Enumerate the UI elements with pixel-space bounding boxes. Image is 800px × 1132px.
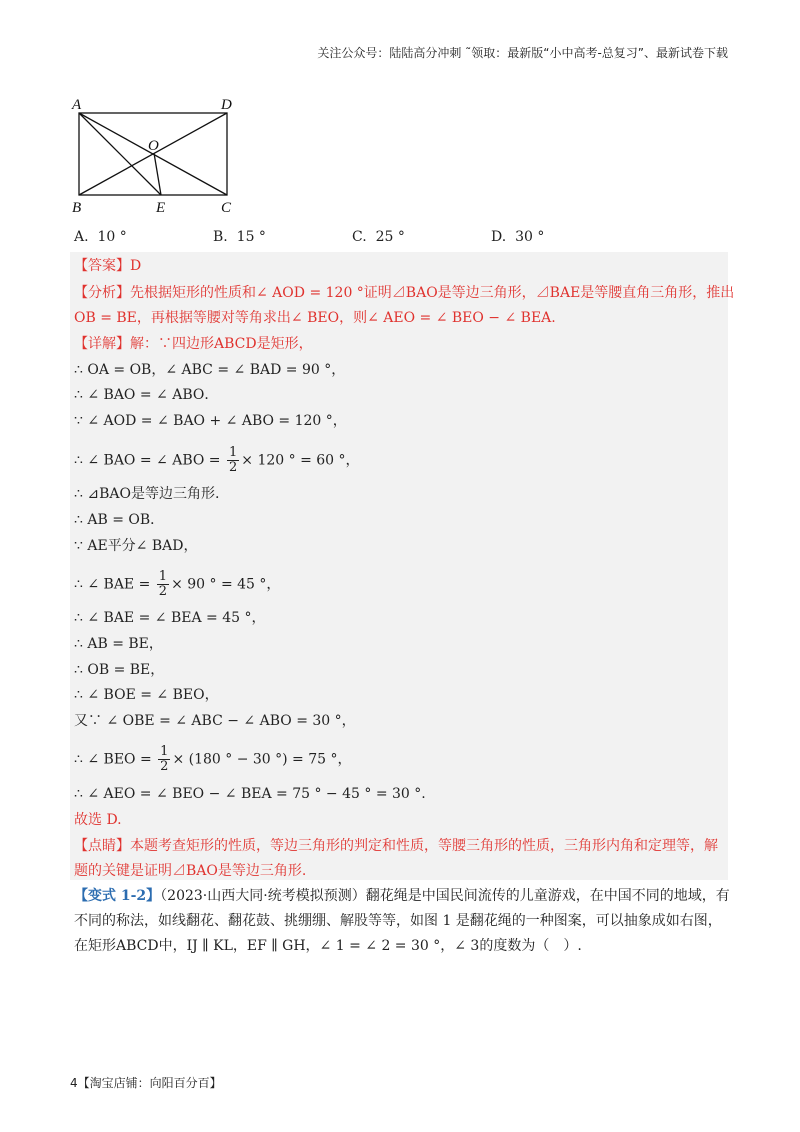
fraction: $\frac{1}{2}$	[160, 744, 169, 774]
detail-step-9: ∴ ∠ BAE = ∠ BEA = 45 °，	[74, 610, 266, 626]
analysis-line-2: OB = BE，再根据等腰对等角求出∠ BEO，则∠ AEO = ∠ BEO − ∠ BEA.	[74, 310, 556, 326]
variant-line-1: 【变式 1-2】（2023·山西大同·统考模拟预测）翻花绳是中国民间流传的儿童游戏，在中国不同的地域，有	[74, 888, 730, 904]
choice-c: C. 25 °	[352, 229, 405, 245]
detail-step-6: ∴ AB = OB．	[74, 512, 165, 528]
page-header: 关注公众号：陆陆高分冲刺 ˜领取：最新版“小中高考-总复习”、最新试卷下载	[317, 46, 728, 60]
label-B: B	[72, 200, 82, 216]
label-O: O	[148, 138, 159, 154]
label-C: C	[221, 200, 232, 216]
choice-a: A. 10 °	[74, 229, 127, 245]
page-footer	[70, 1074, 222, 1091]
detail-step-15: ∴ ∠ AEO = ∠ BEO − ∠ BEA = 75 ° − 45 ° = 30 °.	[74, 786, 426, 802]
detail-step-13: 又∵ ∠ OBE = ∠ ABC − ∠ ABO = 30 °，	[74, 713, 356, 729]
choice-b: B. 15 °	[213, 229, 266, 245]
detail-step-2: ∴ ∠ BAO = ∠ ABO．	[74, 387, 219, 403]
detail-step-8: ∴ ∠ BAE = $\frac{1}{2}$ × 90 ° = 45 °，	[74, 569, 281, 599]
label-D: D	[221, 97, 232, 113]
detail-step-11: ∴ OB = BE，	[74, 662, 165, 678]
detail-step-10: ∴ AB = BE，	[74, 636, 163, 652]
conclusion: 故选 D.	[74, 812, 122, 828]
detail-step-5: ∴ ⊿BAO是等边三角形.	[74, 486, 220, 502]
choice-d: D. 30 °	[491, 229, 545, 245]
detail-step-12: ∴ ∠ BOE = ∠ BEO，	[74, 687, 219, 703]
shop-name: 【淘宝店铺：向阳百分百】	[77, 1076, 222, 1090]
detail-intro: 【详解】解：∵四边形ABCD是矩形，	[74, 336, 313, 352]
page-number: 4	[70, 1076, 78, 1090]
comment-line-1: 【点睛】本题考查矩形的性质，等边三角形的判定和性质，等腰三角形的性质，三角形内角和定理等，解	[74, 838, 718, 854]
detail-step-7: ∵ AE平分∠ BAD，	[74, 538, 198, 554]
label-A: A	[72, 97, 82, 113]
variant-line-2: 不同的称法，如线翻花、翻花鼓、挑绷绷、解股等等，如图 1 是翻花绳的一种图案，可以抽象成如右图，	[74, 913, 722, 929]
comment-line-2: 题的关键是证明⊿BAO是等边三角形.	[74, 863, 307, 879]
detail-step-1: ∴ OA = OB，∠ ABC = ∠ BAD = 90 °，	[74, 362, 346, 378]
rectangle-figure	[70, 92, 250, 217]
label-E: E	[156, 200, 166, 216]
analysis-line-1: 【分析】先根据矩形的性质和∠ AOD = 120 °证明⊿BAO是等边三角形，⊿BAE是等腰直角三角形，推出	[74, 285, 735, 301]
fraction: $\frac{1}{2}$	[158, 569, 168, 599]
variant-question	[74, 884, 730, 959]
variant-line-3: 在矩形ABCD中，IJ ∥ KL，EF ∥ GH，∠ 1 = ∠ 2 = 30 °，∠ 3的度数为（ ）.	[74, 938, 582, 954]
detail-step-4: ∴ ∠ BAO = ∠ ABO = $\frac{1}{2}$ × 120 ° = 60 °，	[74, 445, 360, 475]
detail-step-14: ∴ ∠ BEO = $\frac{1}{2}$ × (180 ° − 30 °) = 75 °，	[74, 744, 352, 774]
detail-step-3: ∵ ∠ AOD = ∠ BAO + ∠ ABO = 120 °，	[74, 413, 347, 429]
fraction: $\frac{1}{2}$	[229, 445, 238, 475]
answer-line: 【答案】D	[74, 258, 142, 274]
